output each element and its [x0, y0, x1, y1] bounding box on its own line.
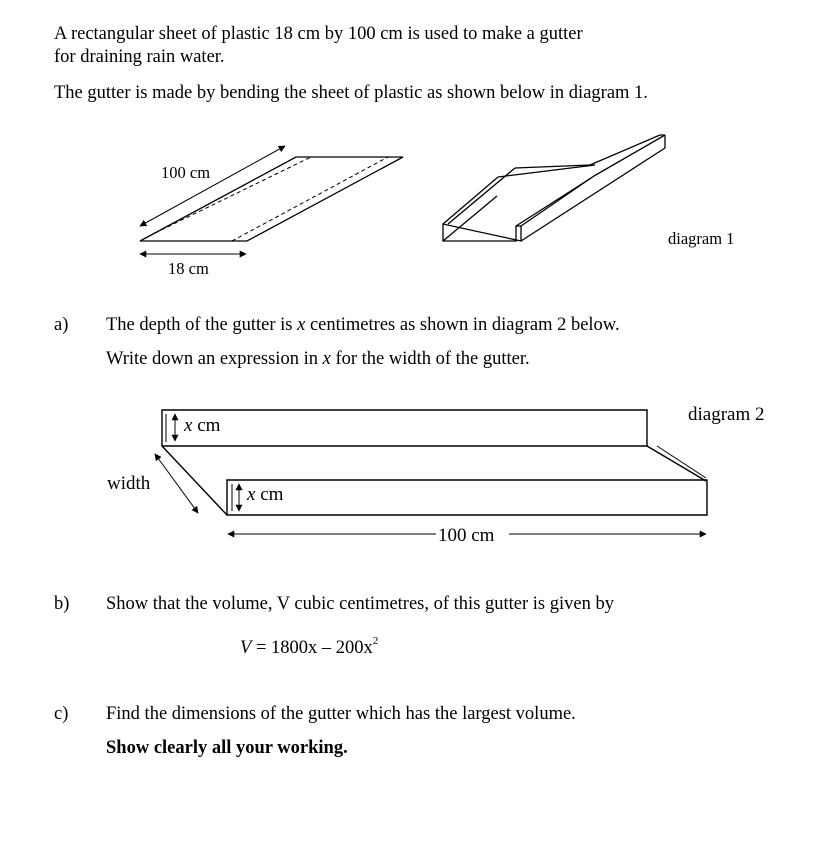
- part-a-marker: a): [54, 315, 69, 335]
- intro-line-2: for draining rain water.: [54, 47, 225, 67]
- part-a-line-2: Write down an expression in x for the width of the gutter.: [106, 349, 530, 369]
- part-b-equation: $V = 1800x - 200x^2$: [240, 635, 379, 658]
- part-c-line-2: Show clearly all your working.: [106, 738, 348, 758]
- diagram-1-width-label: 18 cm: [168, 259, 209, 278]
- diagram-2-depth-label-back: x cm: [184, 415, 221, 436]
- diagram-1-caption: diagram 1: [668, 229, 735, 248]
- diagram-2-length-label: 100 cm: [438, 525, 495, 546]
- intro-line-3: The gutter is made by bending the sheet of plastic as shown below in diagram 1.: [54, 83, 648, 103]
- part-a-line-1: The depth of the gutter is x centimetres as shown in diagram 2 below.: [106, 315, 620, 335]
- part-c-marker: c): [54, 704, 69, 724]
- part-b-line-1: Show that the volume, V cubic centimetres, of this gutter is given by: [106, 594, 614, 614]
- part-c-line-1: Find the dimensions of the gutter which has the largest volume.: [106, 704, 576, 724]
- diagram-2-caption: diagram 2: [688, 404, 765, 425]
- diagram-2-width-label: width: [107, 473, 151, 494]
- intro-line-1: A rectangular sheet of plastic 18 cm by 100 cm is used to make a gutter: [54, 24, 583, 44]
- diagram-2-depth-label-front: x cm: [247, 484, 284, 505]
- diagram-1-length-label: 100 cm: [161, 163, 211, 182]
- part-b-marker: b): [54, 594, 70, 614]
